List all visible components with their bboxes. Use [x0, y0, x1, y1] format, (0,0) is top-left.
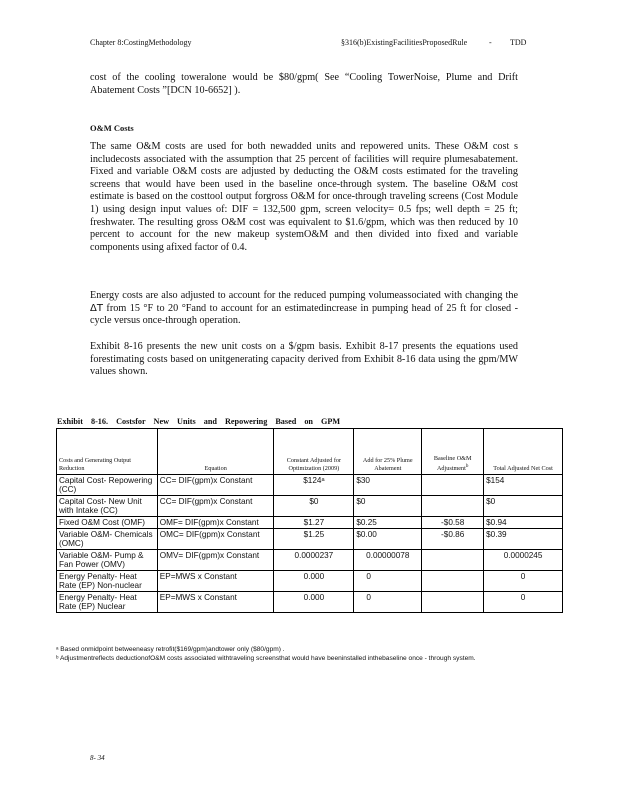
row-total: $0: [484, 496, 563, 517]
paragraph-exhibit-intro: Exhibit 8-16 presents the new unit costs on a $/gpm basis. Exhibit 8-17 presents the equations used forestimating costs based on unitgenerating capacity derived from Exhibit 8-16 data using the gpm/MW values shown.: [90, 341, 518, 378]
row-total: $0.94: [484, 517, 563, 529]
cost-table: [56, 428, 563, 613]
row-baseline: -$0.86: [422, 529, 484, 550]
footnote-a: ᵃ Based onmidpoint betweeneasy retrofit($169/gpm)andtower only ($80/gpm) .: [56, 646, 285, 653]
header-rule: §316(b)ExistingFacilitiesProposedRule: [341, 38, 468, 47]
header-chapter: Chapter 8:CostingMethodology: [90, 38, 192, 47]
row-constant: $124ᵃ: [274, 475, 354, 496]
row-baseline: [422, 475, 484, 496]
row-plume: $30: [354, 475, 422, 496]
table-row: [57, 496, 563, 517]
col-header-baseline-text: Baseline O&M Adjustment: [433, 454, 472, 472]
row-equation: OMC= DIF(gpm)x Constant: [157, 529, 274, 550]
row-total: $0.39: [484, 529, 563, 550]
row-plume: 0.00000078: [354, 550, 422, 571]
col-header-equation: Equation: [157, 429, 274, 475]
row-total: 0.0000245: [484, 550, 563, 571]
table-header-row: [57, 429, 563, 475]
table-row: [57, 517, 563, 529]
col-header-plume: Add for 25% Plume Abatement: [354, 429, 422, 475]
delta-t-symbol: ΔT: [90, 302, 103, 314]
table-row: [57, 592, 563, 613]
row-plume: $0.25: [354, 517, 422, 529]
row-equation: OMF= DIF(gpm)x Constant: [157, 517, 274, 529]
table-row: [57, 550, 563, 571]
row-baseline: [422, 496, 484, 517]
footnote-b-marker: b: [465, 463, 469, 469]
row-label: Fixed O&M Cost (OMF): [57, 517, 158, 529]
row-total: 0: [484, 571, 563, 592]
row-equation: EP=MWS x Constant: [157, 592, 274, 613]
row-constant: $1.25: [274, 529, 354, 550]
row-total: 0: [484, 592, 563, 613]
header-dash: -: [489, 38, 492, 47]
row-plume: $0.00: [354, 529, 422, 550]
row-constant: 0.0000237: [274, 550, 354, 571]
energy-text-start: Energy costs are also adjusted to account for the reduced pumping volumeassociated with changing the: [90, 290, 518, 301]
table-row: [57, 475, 563, 496]
row-label: Energy Penalty- Heat Rate (EP) Nuclear: [57, 592, 158, 613]
section-heading-om-costs: O&M Costs: [90, 123, 134, 133]
table-row: [57, 529, 563, 550]
row-constant: 0.000: [274, 571, 354, 592]
row-equation: EP=MWS x Constant: [157, 571, 274, 592]
table-footnotes: [56, 645, 556, 663]
row-equation: CC= DIF(gpm)x Constant: [157, 496, 274, 517]
row-plume: 0: [354, 571, 422, 592]
footnote-b: ᵇ Adjustmentreflects deductionofO&M costs associated withtraveling screensthat would have beeninstalled inthebaseline once - through system.: [56, 655, 476, 662]
row-label: Variable O&M- Pump & Fan Power (OMV): [57, 550, 158, 571]
row-baseline: [422, 592, 484, 613]
row-equation: CC= DIF(gpm)x Constant: [157, 475, 274, 496]
row-baseline: [422, 550, 484, 571]
paragraph-cooling-tower: cost of the cooling toweralone would be $80/gpm( See “Cooling TowerNoise, Plume and Drift Abatement Costs ”[DCN 10-6652] ).: [90, 72, 518, 96]
col-header-total: Total Adjusted Net Cost: [484, 429, 563, 475]
table-row: [57, 571, 563, 592]
row-baseline: -$0.58: [422, 517, 484, 529]
row-constant: $0: [274, 496, 354, 517]
row-constant: 0.000: [274, 592, 354, 613]
page-number: 8- 34: [90, 754, 105, 762]
row-label: Variable O&M- Chemicals (OMC): [57, 529, 158, 550]
col-header-costs: Costs and Generating Output Reduction: [57, 429, 158, 475]
header-doc: TDD: [510, 38, 527, 47]
row-label: Capital Cost- New Unit with Intake (CC): [57, 496, 158, 517]
exhibit-caption: Exhibit 8-16. Costsfor New Units and Repowering Based on GPM: [57, 417, 341, 426]
row-label: Energy Penalty- Heat Rate (EP) Non-nuclear: [57, 571, 158, 592]
row-total: $154: [484, 475, 563, 496]
paragraph-om-costs: The same O&M costs are used for both newadded units and repowered units. These O&M cost s includecosts associated with the assumption that 25 percent of facilities will require plumesabatement. Fixed and variable O&M costs are adjusted by deducting the O&M costs estimated for the traveling screens that would have been used in the baseline once-through system. The baseline O&M cost estimate is based on the costtool output forgross O&M for once-through traveling screens (Cost Module 1) using design input values of: DIF = 132,500 gpm, screen velocity= 0.5 fps; well depth = 25 ft; freshwater. The resulting gross O&M cost was equivalent to $1.6/gpm, which was then reduced by 10 percent to account for the new makeup systemO&M and then divided into fixed and variable components using afixed factor of 0.4.: [90, 141, 518, 253]
row-constant: $1.27: [274, 517, 354, 529]
col-header-constant: Constant Adjusted for Optimization (2009): [274, 429, 354, 475]
energy-text-end: from 15 °F to 20 °Fand to account for an estimatedincrease in pumping head of 25 ft for closed -cycle versus once-through operation.: [90, 302, 518, 327]
row-baseline: [422, 571, 484, 592]
row-equation: OMV= DIF(gpm)x Constant: [157, 550, 274, 571]
paragraph-energy-costs: [90, 290, 518, 328]
row-label: Capital Cost- Repowering (CC): [57, 475, 158, 496]
row-plume: 0: [354, 592, 422, 613]
row-plume: $0: [354, 496, 422, 517]
col-header-baseline: [422, 429, 484, 475]
